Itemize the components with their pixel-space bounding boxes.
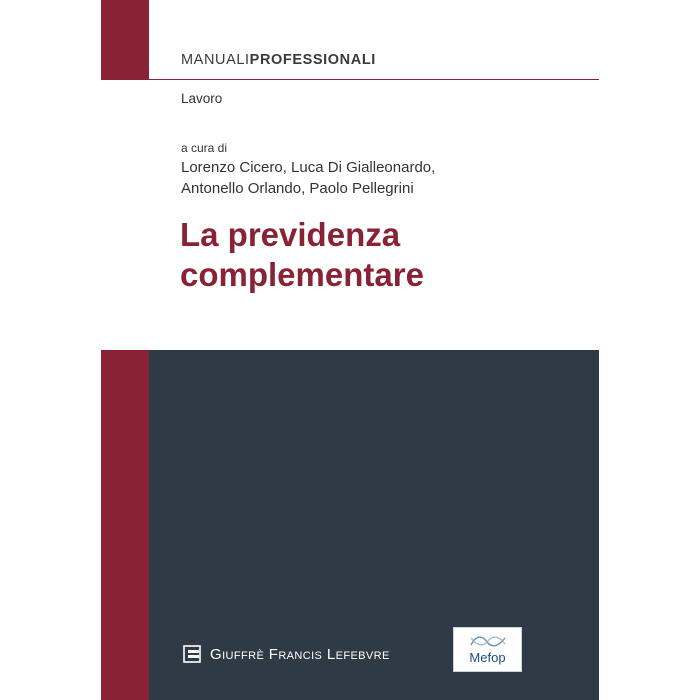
authors bbox=[181, 157, 435, 199]
partner-logo bbox=[453, 627, 522, 672]
subject-label: Lavoro bbox=[181, 91, 223, 106]
series-name bbox=[181, 52, 376, 68]
partner-logo-name: Mefop bbox=[469, 650, 506, 665]
series-prefix: MANUALI bbox=[181, 52, 250, 68]
publisher-logo-icon bbox=[183, 645, 201, 663]
book-title-line: La previdenza bbox=[180, 216, 401, 253]
series-divider bbox=[149, 79, 599, 80]
series-suffix: PROFESSIONALI bbox=[249, 52, 376, 68]
authors-line: Lorenzo Cicero, Luca Di Gialleonardo, bbox=[181, 159, 436, 176]
book-title bbox=[180, 215, 424, 295]
publisher-name: Giuffrè Francis Lefebvre bbox=[210, 645, 390, 663]
curated-by-label: a cura di bbox=[181, 141, 228, 155]
authors-line: Antonello Orlando, Paolo Pellegrini bbox=[181, 180, 414, 197]
publisher-logo bbox=[183, 645, 390, 663]
mefop-logo-icon bbox=[468, 633, 508, 649]
cover-accent-bottom bbox=[101, 350, 149, 700]
cover-accent-top bbox=[101, 0, 149, 80]
book-title-line: complementare bbox=[180, 256, 424, 293]
